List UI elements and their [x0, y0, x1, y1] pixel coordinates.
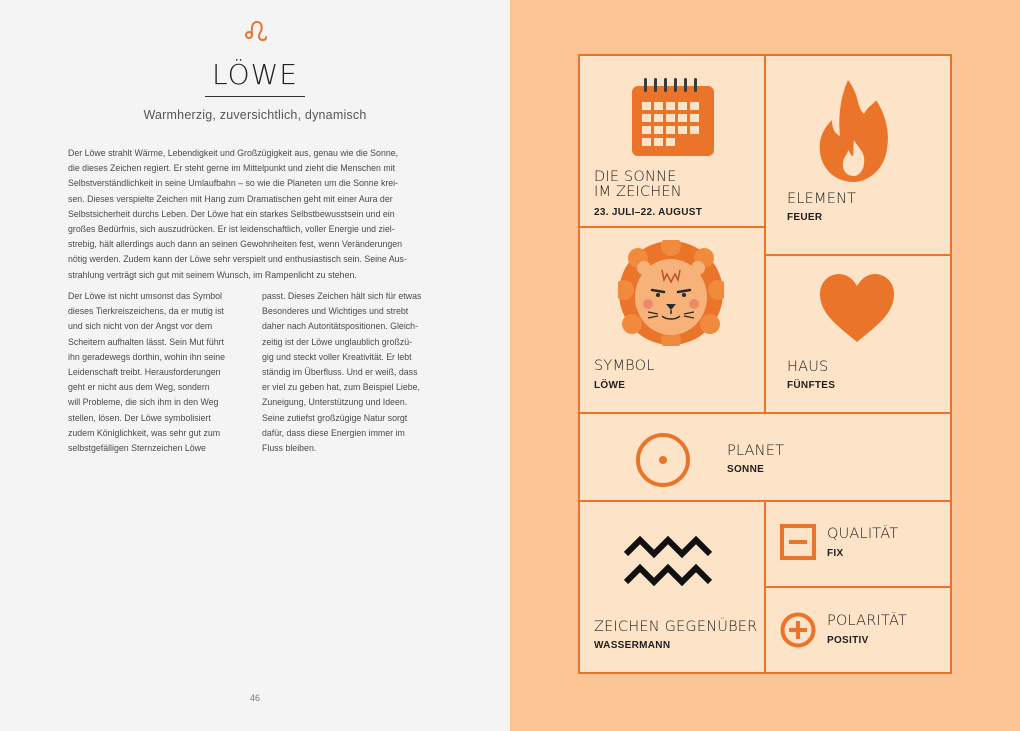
planet-cell [580, 414, 950, 502]
polarity-label: POLARITÄT [827, 613, 908, 629]
text-line: nötig werden. Zudem kann der Löwe sehr verspielt und enthusiastisch sein. Seine Aus- [68, 254, 407, 265]
fact-grid [578, 54, 952, 674]
text-line: Leidenschaft treibt. Herausforderungen [68, 367, 221, 378]
text-line: großes Bedürfnis, sich auszudrücken. Er ist leidenschaftlich, voller Energie und ziel- [68, 224, 395, 235]
text-line: strahlung verträgt sich gut mit seinem Wunsch, im Rampenlicht zu stehen. [68, 269, 357, 280]
element-cell [766, 56, 950, 256]
text-line: gig und steckt voller Kreativität. Er lebt [262, 351, 412, 362]
quality-label: QUALITÄT [827, 526, 899, 542]
title-divider [205, 96, 305, 97]
text-line: Der Löwe strahlt Wärme, Lebendigkeit und Großzügigkeit aus, genau wie die Sonne, [68, 148, 399, 158]
text-line: dieses Tierkreiszeichens, da er mutig ist [68, 306, 224, 317]
text-line: Fluss bleiben. [262, 443, 317, 454]
text-line: er viel zu geben hat, zum Beispiel Liebe, [262, 382, 420, 393]
intro-paragraph [68, 146, 441, 283]
text-line: strebig, hält allerdings auch dann an seinen Gewohnheiten fest, wenn Veränderungen [68, 239, 403, 250]
body-column-left [68, 289, 248, 456]
symbol-label: SYMBOL [594, 358, 655, 374]
text-line: will Probleme, die sich ihm in den Weg [68, 397, 219, 408]
positive-polarity-icon [780, 612, 816, 648]
leo-glyph-icon [243, 18, 269, 44]
sun-label-line: IM ZEICHEN [594, 184, 682, 200]
polarity-cell [766, 588, 950, 672]
text-line: ständig im Überfluss. Und er weiß, dass [262, 367, 418, 378]
house-value: FÜNFTES [787, 380, 836, 391]
text-line: dafür, dass diese Energien immer im [262, 427, 405, 438]
sun-label [594, 170, 682, 200]
element-label: ELEMENT [787, 191, 857, 207]
planet-label: PLANET [727, 443, 785, 459]
heart-icon [818, 272, 896, 344]
text-line: Seine zutiefst großzügige Natur sorgt [262, 412, 408, 423]
symbol-value: LÖWE [594, 380, 626, 391]
text-line: geht er nicht aus dem Weg, sondern [68, 382, 210, 393]
text-line: die dieses Zeichen regiert. Er steht gerne im Mittelpunkt und zieht die Menschen mit [68, 163, 396, 174]
sun-circle-icon [635, 432, 691, 488]
aquarius-waves-icon [622, 536, 714, 588]
text-line: ihn geradewegs dorthin, wohin ihn seine [68, 351, 225, 362]
house-cell [766, 256, 950, 414]
page-subtitle: Warmherzig, zuversichtlich, dynamisch [143, 108, 367, 122]
body-column-right [262, 289, 442, 456]
text-line: Selbstverständlichkeit in seine Umlaufbahn – so wie die Planeten um die Sonne krei- [68, 178, 399, 189]
text-line: zudem Königlichkeit, was sehr gut zum [68, 427, 221, 438]
text-line: und sich nicht von der Angst vor dem [68, 321, 213, 332]
symbol-cell [580, 228, 766, 414]
opposite-label: ZEICHEN GEGENÜBER [594, 619, 758, 635]
house-label: HAUS [787, 359, 829, 375]
planet-value: SONNE [727, 464, 765, 475]
text-line: selbstgefälligen Sternzeichen Löwe [68, 443, 206, 454]
fixed-quality-icon [780, 524, 816, 560]
calendar-icon [630, 78, 716, 158]
lion-face-icon [618, 240, 724, 346]
text-line: zeitig ist der Löwe unglaublich großzü- [262, 336, 413, 347]
text-line: Der Löwe ist nicht umsonst das Symbol [68, 291, 223, 301]
element-value: FEUER [787, 212, 823, 223]
text-line: Zuneigung, Unterstützung und Ideen. [262, 397, 408, 408]
text-line: Besonderes und Wichtiges und strebt [262, 306, 409, 317]
opposite-value: WASSERMANN [594, 640, 671, 651]
text-line: daher nach Autoritätspositionen. Gleich- [262, 321, 418, 332]
sun-value: 23. JULI–22. AUGUST [594, 207, 703, 218]
fire-icon [818, 78, 890, 182]
text-line: passt. Dieses Zeichen hält sich für etwas [262, 291, 422, 301]
text-line: Selbstsicherheit durchs Leben. Der Löwe hat ein starkes Selbstbewusstsein und ein [68, 208, 395, 219]
page-number: 46 [249, 693, 260, 703]
quality-cell [766, 502, 950, 588]
sun-in-sign-cell [580, 56, 766, 228]
opposite-sign-cell [580, 502, 766, 672]
text-line: Scheitern aufhalten lässt. Sein Mut führt [68, 336, 224, 347]
text-line: sen. Dieses verspielte Zeichen mit Hang zum Dramatischen geht mit einer Aura der [68, 193, 393, 204]
page-title: LÖWE [211, 58, 299, 91]
polarity-value: POSITIV [827, 635, 869, 646]
quality-value: FIX [827, 548, 844, 559]
text-line: stellen, lösen. Der Löwe symbolisiert [68, 412, 211, 423]
sun-label-line: DIE SONNE [594, 169, 677, 185]
